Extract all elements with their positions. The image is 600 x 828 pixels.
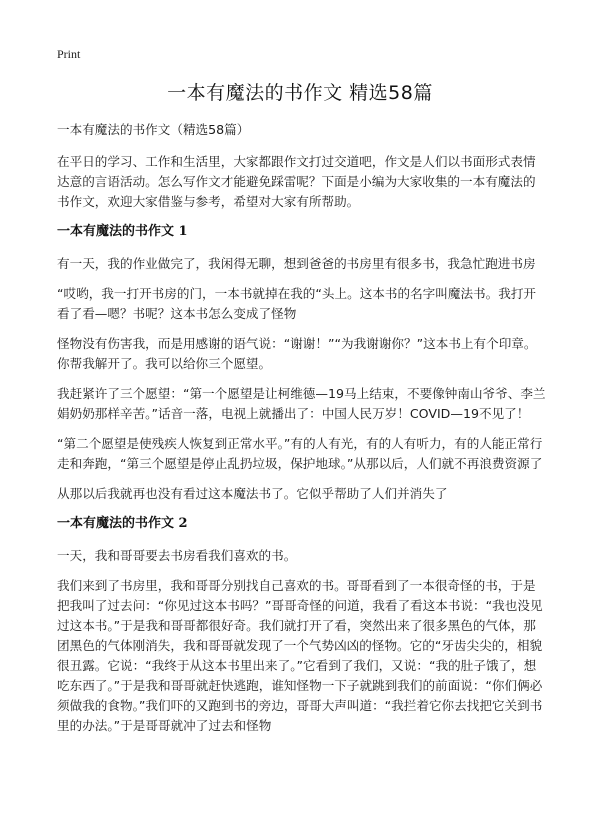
paragraph: “哎哟，我一打开书房的门，一本书就掉在我的“头上。这本书的名字叫魔法书。我打开看了看—嗯？书呢？这本书怎么变成了怪物 (57, 286, 537, 321)
paragraph: 我赶紧许了三个愿望：“第一个愿望是让柯维德—19马上结束，不要像钟南山爷爷、李兰娟奶奶那样辛苦。”话音一落，电视上就播出了：中国人民万岁！COVID—19不见了！ (57, 386, 546, 421)
print-label: Print (57, 47, 81, 61)
section-heading: 一本有魔法的书作文 2 (57, 516, 188, 531)
paragraph: “第二个愿望是使残疾人恢复到正常水平。”有的人有光，有的人有听力，有的人能正常行走和奔跑，“第三个愿望是停止乱扔垃圾，保护地球。”从那以后，人们就不再浪费资源了 (57, 436, 543, 471)
section-heading: 一本有魔法的书作文 1 (57, 224, 188, 239)
paragraph: 我们来到了书房里，我和哥哥分别找自己喜欢的书。哥哥看到了一本很奇怪的书，于是把我叫了过去问：“你见过这本书吗？”哥哥奇怪的问道，我看了看这本书说：“我也没见过这本书。”于是我和哥哥都很好奇。我们就打开了看，突然出来了很多黑色的气体，那团黑色的气体刚消失，我和哥哥就发现了一个气势凶凶的怪物。它的“牙齿尖尖的，相貌很丑露。它说：“我终于从这本书里出来了。”它看到了我们，又说：“我的肚子饿了，想吃东西了。”于是我和哥哥就赶快逃跑，谁知怪物一下子就跳到我们的前面说：“你们俩必须做我的食物。”我们吓的又跑到书的旁边，哥哥大声叫道：“我拦着它你去找把它关到书里的办法。”于是哥哥就冲了过去和怪物 (57, 578, 543, 733)
paragraph: 一天，我和哥哥要去书房看我们喜欢的书。 (57, 548, 297, 563)
document-subtitle: 一本有魔法的书作文（精选58篇） (57, 122, 250, 137)
page-title: 一本有魔法的书作文 精选58篇 (167, 82, 433, 104)
paragraph: 有一天，我的作业做完了，我闲得无聊，想到爸爸的书房里有很多书，我急忙跑进书房 (57, 256, 536, 271)
intro-paragraph: 在平日的学习、工作和生活里，大家都跟作文打过交道吧，作文是人们以书面形式表情达意的言语活动。怎么写作文才能避免踩雷呢？下面是小编为大家收集的一本有魔法的书作文，欢迎大家借鉴与参考，希望对大家有所帮助。 (57, 154, 536, 209)
document-body (57, 120, 547, 746)
paragraph: 从那以后我就再也没有看过这本魔法书了。它似乎帮助了人们并消失了 (57, 486, 448, 501)
paragraph: 怪物没有伤害我，而是用感谢的语气说：“谢谢！”“为我谢谢你？”这本书上有个印章。你帮我解开了。我可以给你三个愿望。 (57, 336, 537, 371)
